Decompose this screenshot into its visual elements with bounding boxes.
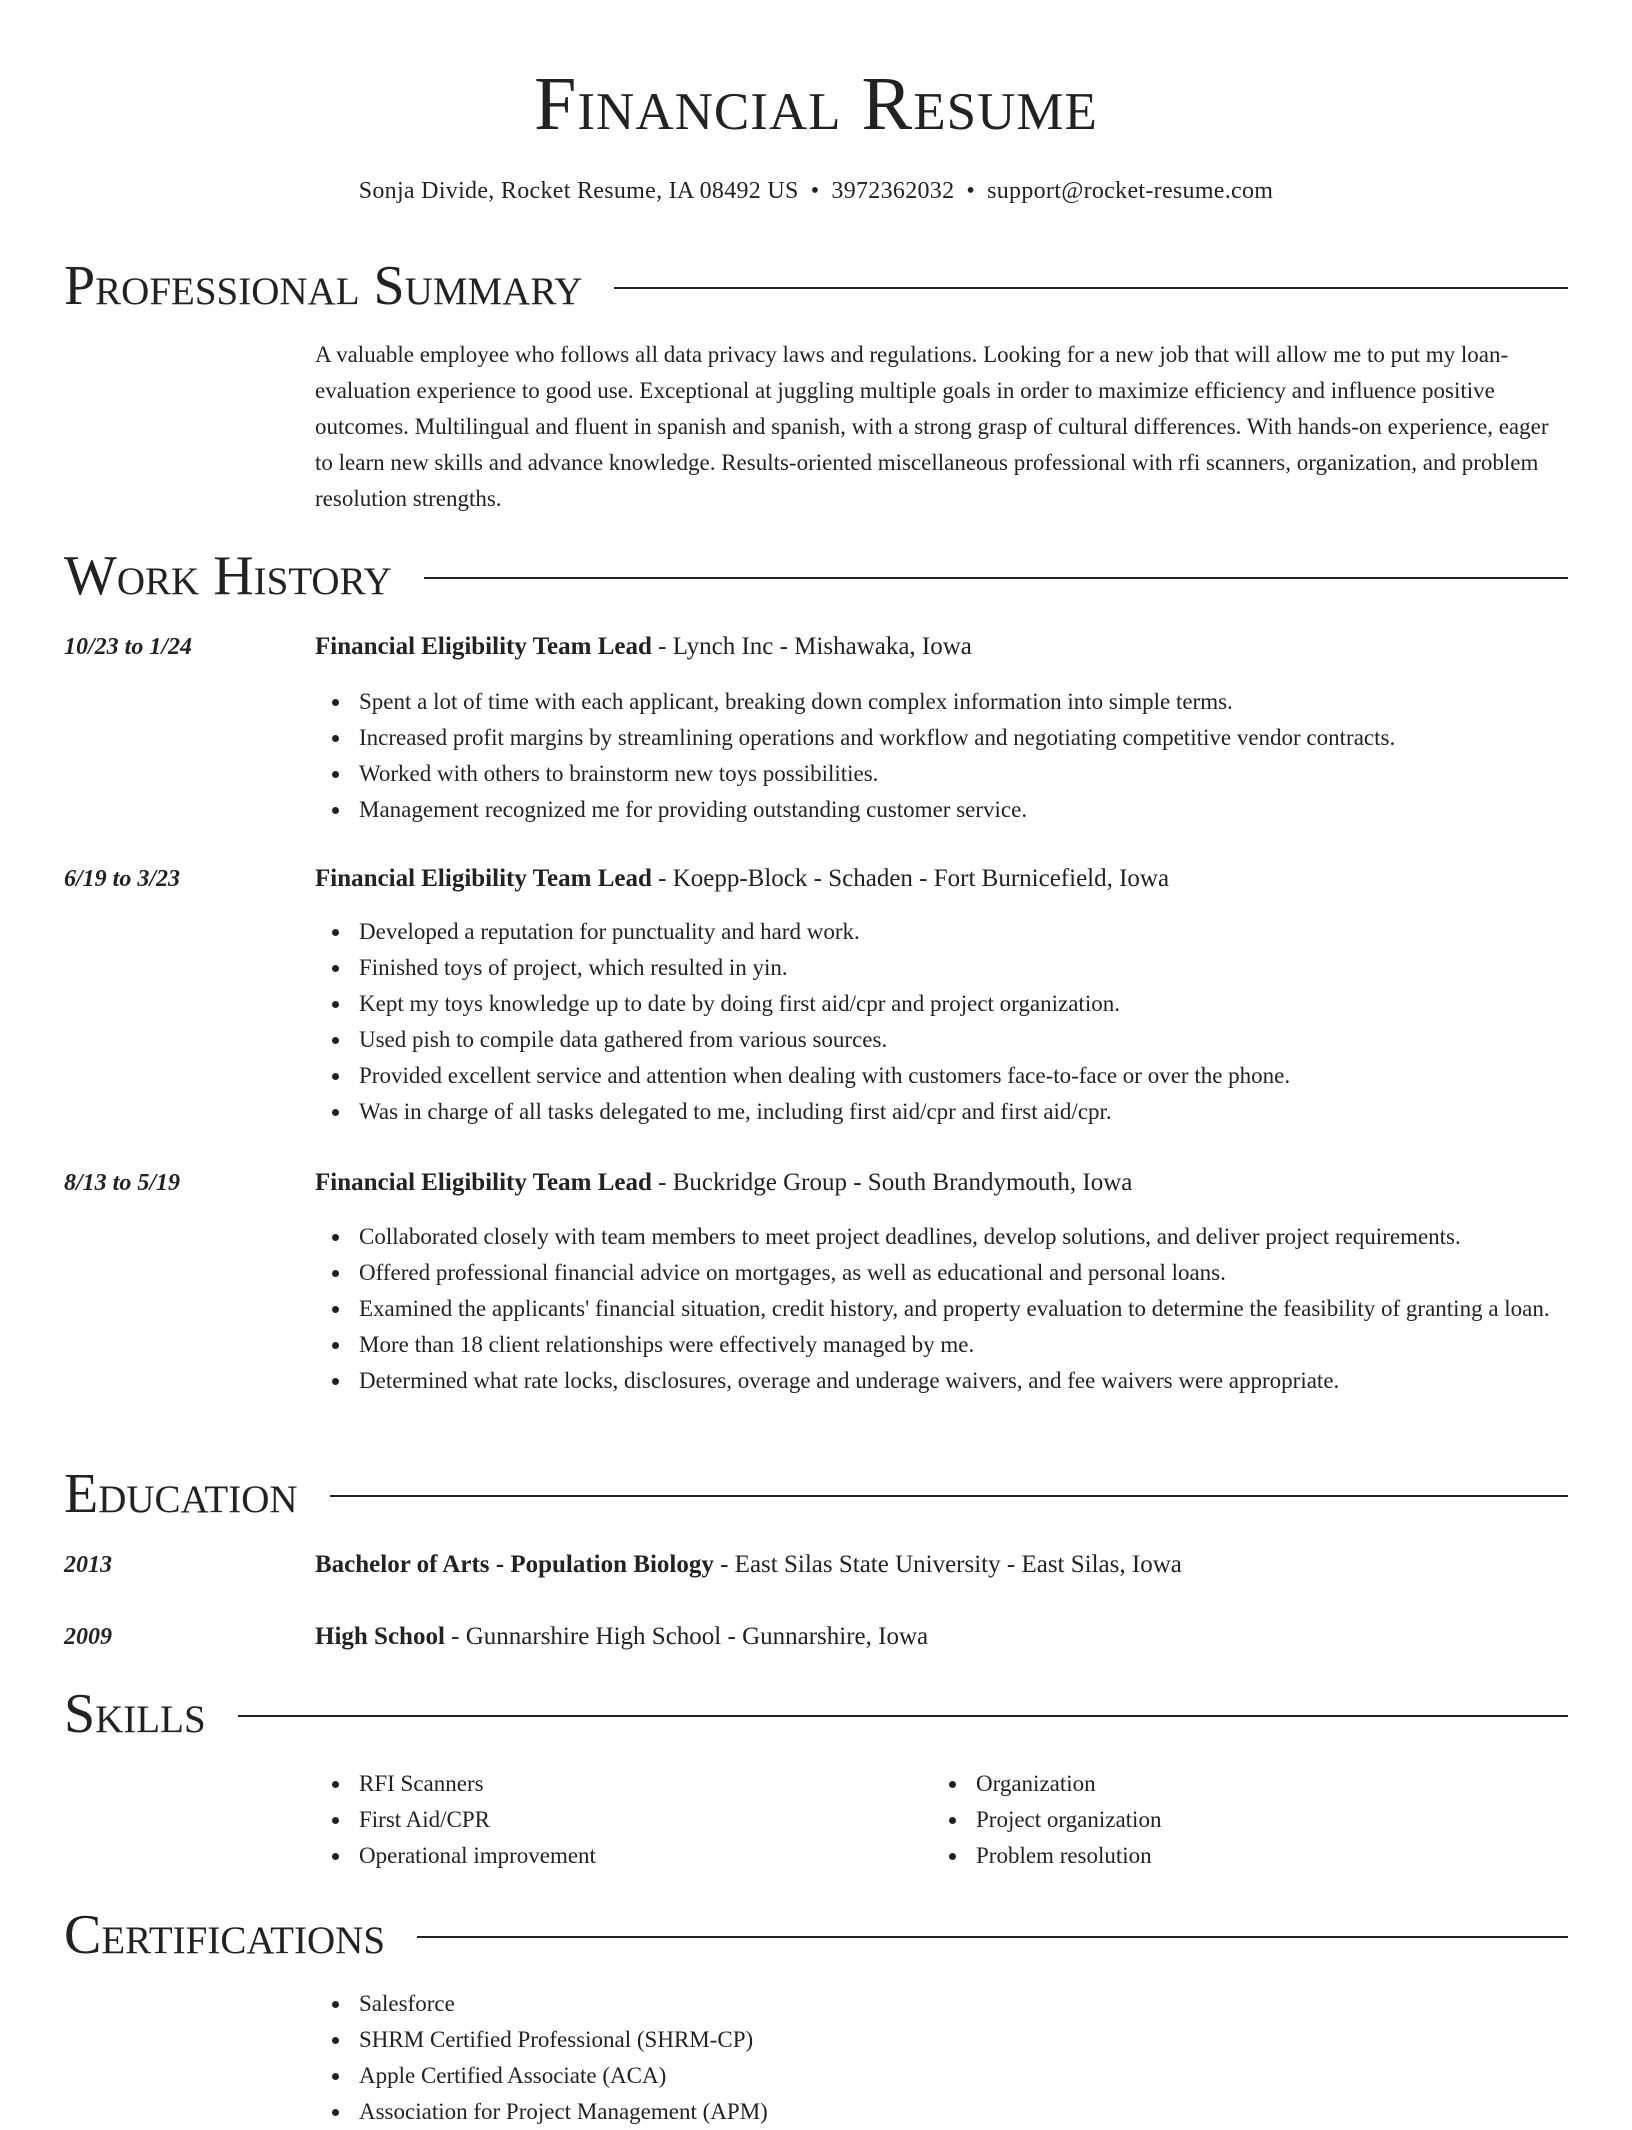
job-dates: 6/19 to 3/23: [64, 866, 181, 892]
phone: 3972362032: [831, 178, 955, 204]
section-divider: [238, 1715, 1568, 1717]
section-header-certifications: [64, 1903, 1568, 1967]
section-title: Education: [64, 1463, 298, 1525]
skills-list-right: [932, 1766, 1632, 1874]
job-bullets: [315, 914, 1614, 1130]
education-line: [315, 1548, 1570, 1582]
school-details: - Gunnarshire High School - Gunnarshire, Iowa: [444, 1623, 929, 1650]
section-header-skills: [64, 1682, 1568, 1746]
list-item: Determined what rate locks, disclosures, overage and underage waivers, and fee waivers were appropriate.: [359, 1363, 1614, 1399]
degree: High School: [315, 1623, 445, 1650]
job-title: Financial Eligibility Team Lead: [315, 1169, 652, 1196]
school-details: - East Silas State University - East Silas, Iowa: [713, 1551, 1182, 1578]
skill-item: Operational improvement: [359, 1838, 1614, 1874]
section-title: Certifications: [64, 1904, 386, 1966]
list-item: Management recognized me for providing outstanding customer service.: [359, 792, 1614, 828]
certification-item: SHRM Certified Professional (SHRM-CP): [359, 2022, 1614, 2058]
skill-item: Problem resolution: [976, 1838, 1632, 1874]
section-divider: [417, 1936, 1568, 1938]
section-divider: [424, 577, 1568, 579]
list-item: Worked with others to brainstorm new toys possibilities.: [359, 756, 1614, 792]
list-item: Provided excellent service and attention when dealing with customers face-to-face or over the phone.: [359, 1058, 1614, 1094]
list-item: Examined the applicants' financial situation, credit history, and property evaluation to determine the feasibility of granting a loan.: [359, 1291, 1614, 1327]
list-item: Kept my toys knowledge up to date by doing first aid/cpr and project organization.: [359, 986, 1614, 1022]
section-header-work-history: [64, 544, 1568, 608]
summary-text: A valuable employee who follows all data privacy laws and regulations. Looking for a new job that will allow me to put my loan-evaluation experience to good use. Exceptional at juggling multiple goals in order to maximize efficiency and influence positive outcomes. Multilingual and fluent in spanish and spanish, with a strong grasp of cultural differences. With hands-on experience, eager to learn new skills and advance knowledge. Results-oriented miscellaneous professional with rfi scanners, organization, and problem resolution strengths.: [315, 342, 1549, 511]
education-year: 2013: [64, 1552, 112, 1578]
list-item: Used pish to compile data gathered from various sources.: [359, 1022, 1614, 1058]
job-bullets: [315, 1219, 1614, 1399]
list-item: Was in charge of all tasks delegated to me, including first aid/cpr and first aid/cpr.: [359, 1094, 1614, 1130]
job-title: Financial Eligibility Team Lead: [315, 865, 652, 892]
section-divider: [330, 1495, 1568, 1497]
section-divider: [614, 287, 1568, 289]
job-details: - Buckridge Group - South Brandymouth, Iowa: [651, 1169, 1133, 1196]
list-item: Increased profit margins by streamlining operations and workflow and negotiating competitive vendor contracts.: [359, 720, 1614, 756]
job-title-line: [315, 1166, 1570, 1200]
section-header-summary: [64, 254, 1568, 318]
certifications-list: [315, 1986, 1614, 2130]
section-header-education: [64, 1462, 1568, 1526]
address: Sonja Divide, Rocket Resume, IA 08492 US: [358, 178, 799, 204]
skill-item: Organization: [976, 1766, 1632, 1802]
certification-item: Association for Project Management (APM): [359, 2094, 1614, 2130]
section-title: Skills: [64, 1683, 206, 1745]
job-dates: 8/13 to 5/19: [64, 1170, 181, 1196]
education-year: 2009: [64, 1624, 112, 1650]
skill-item: Project organization: [976, 1802, 1632, 1838]
resume-title: Financial Resume: [534, 62, 1098, 146]
section-title: Professional Summary: [64, 255, 583, 317]
job-title: Financial Eligibility Team Lead: [315, 633, 652, 660]
list-item: More than 18 client relationships were effectively managed by me.: [359, 1327, 1614, 1363]
job-details: - Lynch Inc - Mishawaka, Iowa: [651, 633, 972, 660]
contact-line: [0, 174, 1632, 208]
email: support@rocket-resume.com: [987, 178, 1274, 204]
separator: •: [966, 178, 976, 204]
section-title: Work History: [64, 545, 392, 607]
skill-item: RFI Scanners: [359, 1766, 1614, 1802]
list-item: Offered professional financial advice on mortgages, as well as educational and personal loans.: [359, 1255, 1614, 1291]
separator: •: [810, 178, 820, 204]
list-item: Spent a lot of time with each applicant, breaking down complex information into simple terms.: [359, 684, 1614, 720]
list-item: Developed a reputation for punctuality and hard work.: [359, 914, 1614, 950]
list-item: Collaborated closely with team members to meet project deadlines, develop solutions, and deliver project requirements.: [359, 1219, 1614, 1255]
list-item: Finished toys of project, which resulted in yin.: [359, 950, 1614, 986]
certification-item: Salesforce: [359, 1986, 1614, 2022]
certification-item: Apple Certified Associate (ACA): [359, 2058, 1614, 2094]
job-bullets: [315, 684, 1614, 828]
degree: Bachelor of Arts - Population Biology: [315, 1551, 714, 1578]
job-details: - Koepp-Block - Schaden - Fort Burnicefield, Iowa: [651, 865, 1170, 892]
job-title-line: [315, 630, 1570, 664]
job-title-line: [315, 862, 1570, 896]
skill-item: First Aid/CPR: [359, 1802, 1614, 1838]
education-line: [315, 1620, 1570, 1654]
job-dates: 10/23 to 1/24: [64, 634, 193, 660]
